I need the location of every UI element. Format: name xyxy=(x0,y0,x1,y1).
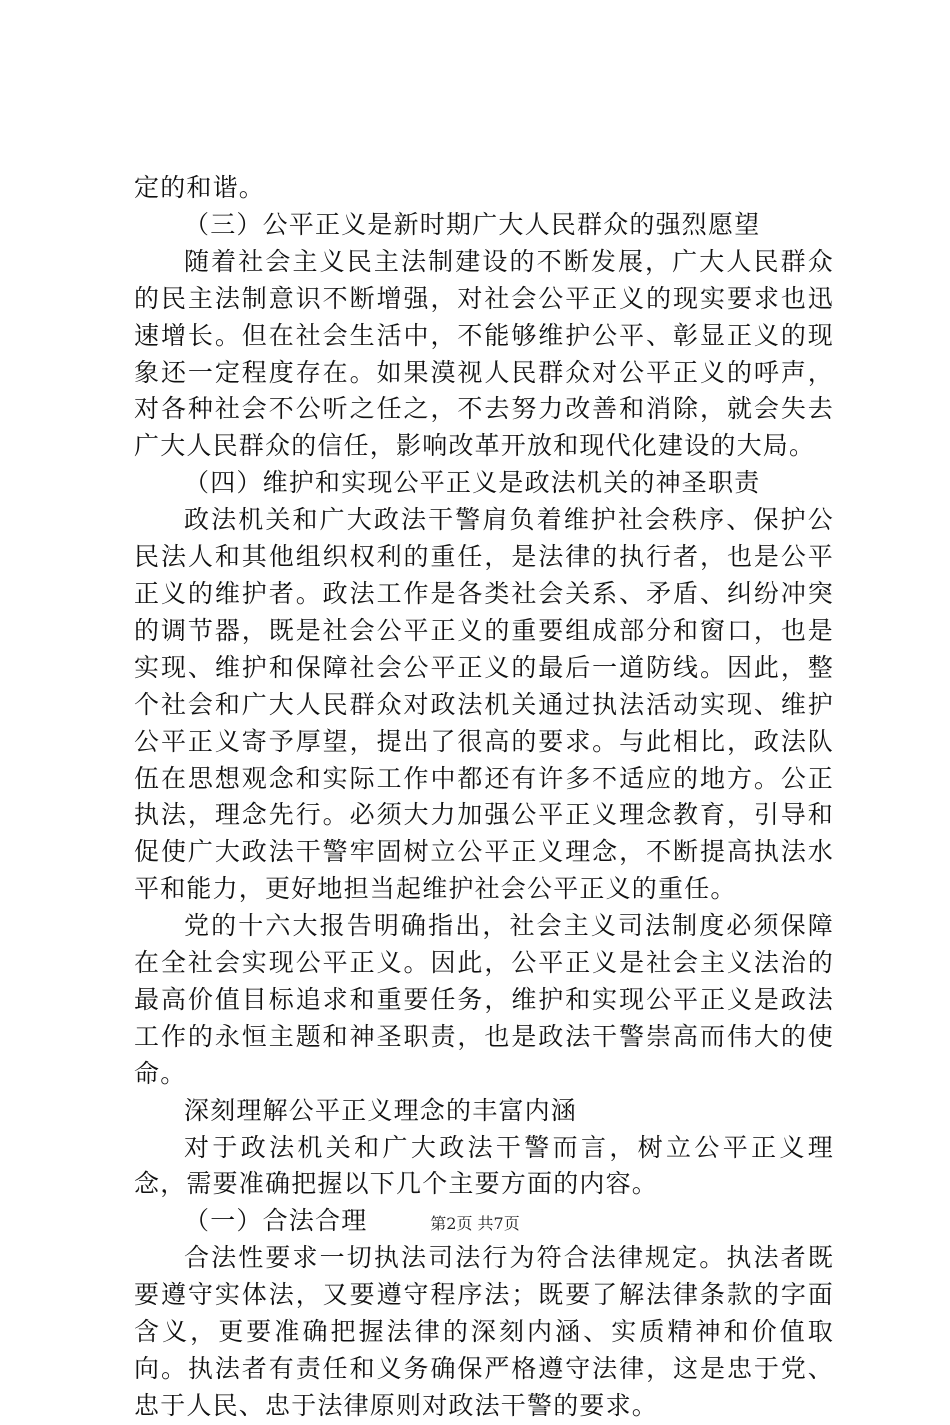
paragraph: 随着社会主义民主法制建设的不断发展，广大人民群众的民主法制意识不断增强，对社会公平正义的现实要求也迅速增长。但在社会生活中，不能够维护公平、彰显正义的现象还一定程度存在。如果漠视人民群众对公平正义的呼声，对各种社会不公听之任之，不去努力改善和消除，就会失去广大人民群众的信任，影响改革开放和现代化建设的大局。 xyxy=(134,246,834,461)
paragraph: 政法机关和广大政法干警肩负着维护社会秩序、保护公民法人和其他组织权利的重任，是法律的执行者，也是公平正义的维护者。政法工作是各类社会关系、矛盾、纠纷冲突的调节器，既是社会公平正义的重要组成部分和窗口，也是实现、维护和保障社会公平正义的最后一道防线。因此，整个社会和广大人民群众对政法机关通过执法活动实现、维护公平正义寄予厚望，提出了很高的要求。与此相比，政法队伍在思想观念和实际工作中都还有许多不适应的地方。公正执法，理念先行。必须大力加强公平正义理念教育，引导和促使广大政法干警牢固树立公平正义理念，不断提高执法水平和能力，更好地担当起维护社会公平正义的重任。 xyxy=(134,505,834,904)
paragraph: 定的和谐。 xyxy=(134,173,266,202)
section-heading-3: （三）公平正义是新时期广大人民群众的强烈愿望 xyxy=(184,209,761,239)
section-heading-1: （一）合法合理 xyxy=(184,1206,368,1236)
page-number: 第2页 共7页 xyxy=(430,1214,520,1233)
section-heading-4: （四）维护和实现公平正义是政法机关的神圣职责 xyxy=(184,468,761,498)
page-footer xyxy=(0,1214,950,1234)
document-body xyxy=(134,170,834,1425)
paragraph: 对于政法机关和广大政法干警而言，树立公平正义理念，需要准确把握以下几个主要方面的内容。 xyxy=(134,1132,834,1199)
section-heading: 深刻理解公平正义理念的丰富内涵 xyxy=(184,1095,578,1125)
paragraph: 合法性要求一切执法司法行为符合法律规定。执法者既要遵守实体法，又要遵守程序法；既要了解法律条款的字面含义，更要准确把握法律的深刻内涵、实质精神和价值取向。执法者有责任和义务确保严格遵守法律，这是忠于党、忠于人民、忠于法律原则对政法干警的要求。 xyxy=(134,1243,834,1420)
paragraph: 党的十六大报告明确指出，社会主义司法制度必须保障在全社会实现公平正义。因此，公平正义是社会主义法治的最高价值目标追求和重要任务，维护和实现公平正义是政法工作的永恒主题和神圣职责，也是政法干警崇高而伟大的使命。 xyxy=(134,911,834,1088)
